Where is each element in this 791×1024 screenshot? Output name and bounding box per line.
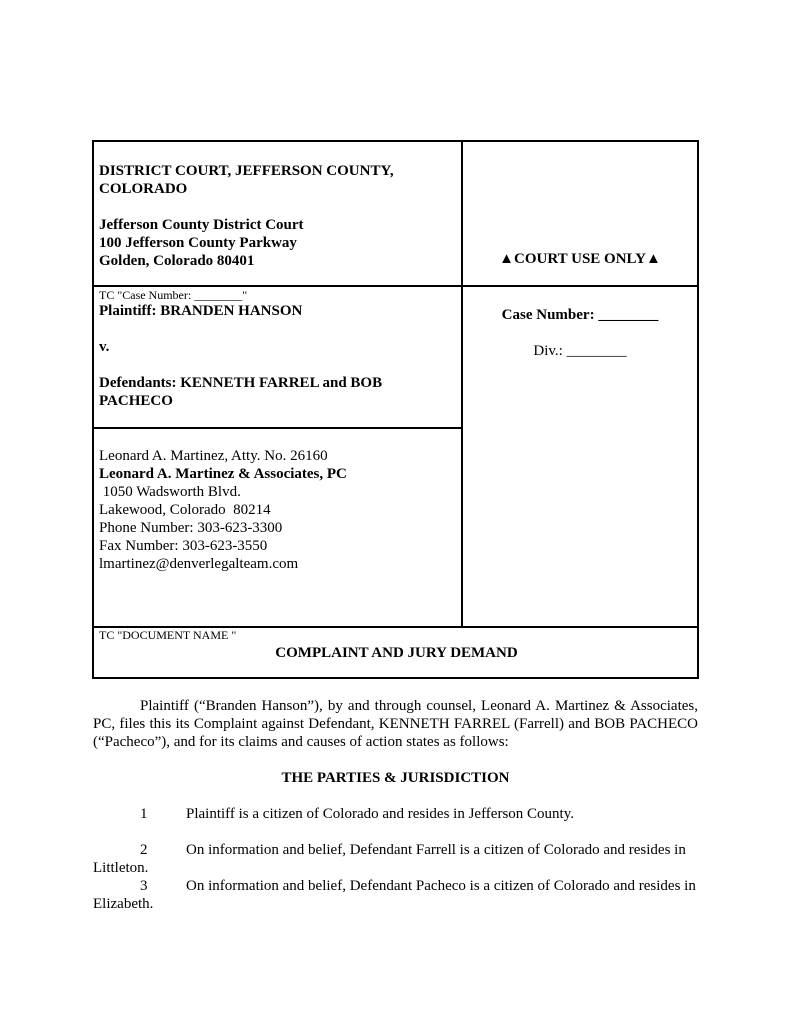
attorney-street: 1050 Wadsworth Blvd. [99, 484, 241, 500]
paragraph-number: 3 [140, 878, 148, 894]
caption-table [92, 140, 699, 679]
court-use-only: ▲COURT USE ONLY▲ [499, 251, 661, 267]
intro-paragraph: Plaintiff (“Branden Hanson”), by and through counsel, Leonard A. Martinez & Associates, PC, files this its Complaint against Defendant, KENNETH FARREL (Farrell) and BOB PACHECO (“Pacheco”), and for its claims and causes of action states as follows: [93, 698, 698, 750]
paragraph-number: 1 [140, 806, 148, 822]
document-title: COMPLAINT AND JURY DEMAND [275, 645, 518, 661]
plaintiff-name: Plaintiff: BRANDEN HANSON [99, 303, 303, 319]
attorney-block [99, 447, 459, 573]
attorney-email: lmartinez@denverlegalteam.com [99, 556, 299, 572]
attorney-firm: Leonard A. Martinez & Associates, PC [99, 466, 347, 482]
paragraph-text: On information and belief, Defendant Farrell is a citizen of Colorado and resides in Littleton. [93, 842, 686, 876]
caption-divider-1 [94, 285, 697, 287]
court-name: Jefferson County District Court [99, 217, 304, 233]
defendants-line1: Defendants: KENNETH FARREL and BOB [99, 375, 383, 391]
court-address1: 100 Jefferson County Parkway [99, 235, 297, 251]
paragraph-text: Plaintiff is a citizen of Colorado and resides in Jefferson County. [186, 806, 574, 822]
attorney-name: Leonard A. Martinez, Atty. No. 26160 [99, 448, 328, 464]
case-number: Case Number: ________ [501, 307, 659, 323]
paragraph-text: On information and belief, Defendant Pacheco is a citizen of Colorado and resides in Elizabeth. [93, 878, 696, 912]
attorney-city: Lakewood, Colorado 80214 [99, 502, 271, 518]
document-name-block [99, 628, 694, 662]
defendants-line2: PACHECO [99, 393, 173, 409]
court-address2: Golden, Colorado 80401 [99, 253, 255, 269]
caption-divider-vertical [461, 142, 463, 627]
attorney-phone: Phone Number: 303-623-3300 [99, 520, 283, 536]
parties-block [99, 288, 459, 410]
paragraph-number: 2 [140, 842, 148, 858]
numbered-paragraph [93, 877, 698, 913]
numbered-paragraph [93, 805, 698, 823]
numbered-paragraph [93, 841, 698, 877]
court-line1: DISTRICT COURT, JEFFERSON COUNTY, [99, 163, 394, 179]
case-number-block [463, 306, 697, 360]
tc-case-field: TC "Case Number: ________" [99, 288, 248, 302]
court-block [99, 162, 459, 270]
section-heading: THE PARTIES & JURISDICTION [281, 770, 510, 786]
court-line2: COLORADO [99, 181, 188, 197]
caption-divider-2 [94, 427, 462, 429]
attorney-fax: Fax Number: 303-623-3550 [99, 538, 268, 554]
tc-document-field: TC "DOCUMENT NAME " [99, 628, 237, 642]
division: Div.: ________ [533, 343, 627, 359]
versus: v. [99, 339, 110, 355]
